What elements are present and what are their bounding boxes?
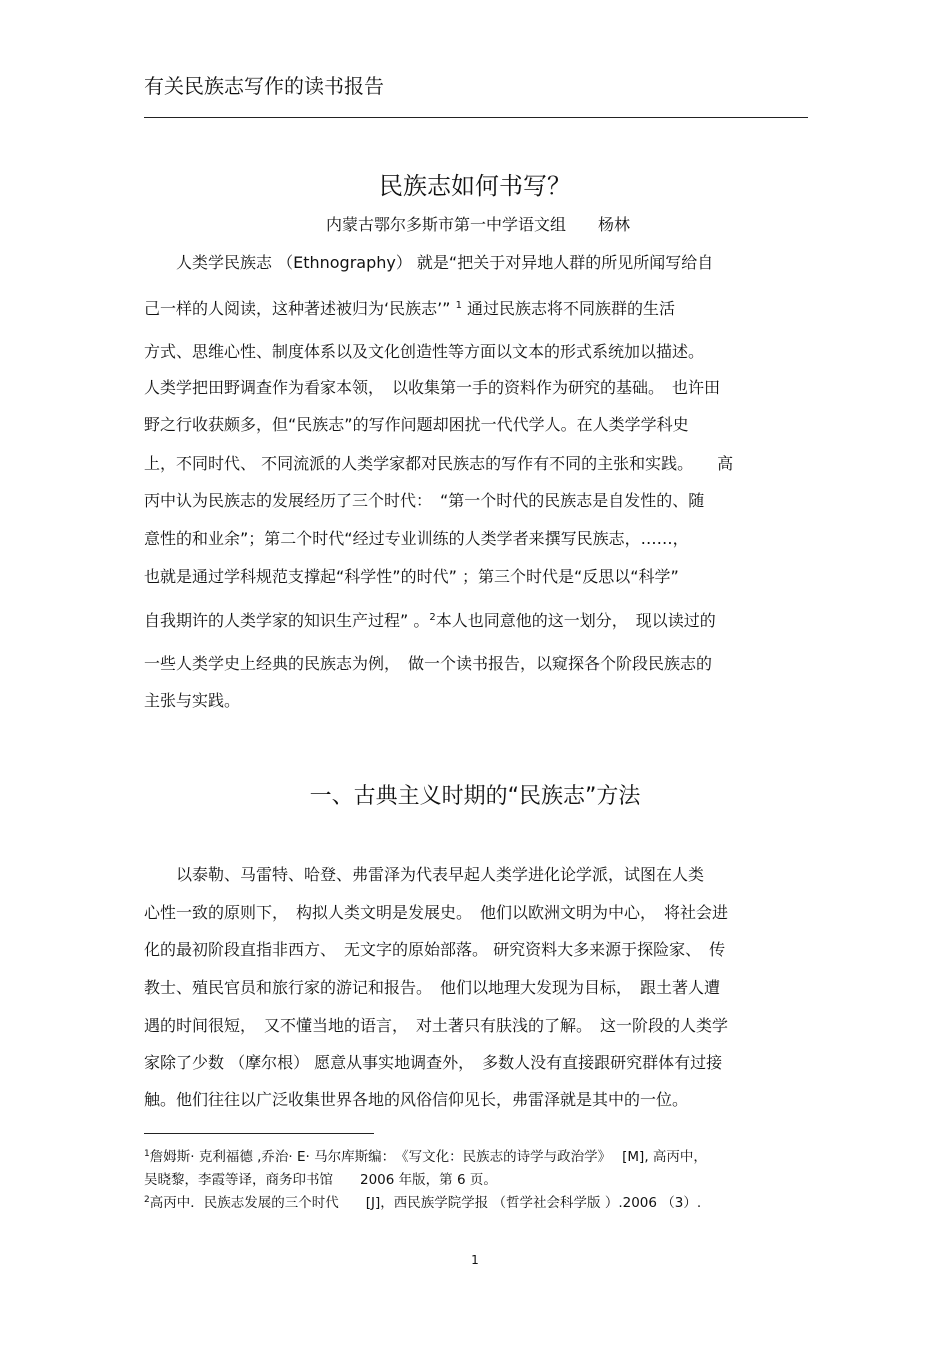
author-line: 内蒙古鄂尔多斯市第一中学语文组 杨林 [326, 215, 631, 234]
footnote-text: 高丙中．民族志发展的三个时代 [J]，西民族学院学报 （哲学社会科学版 ）.2006 （3）. [149, 1195, 702, 1211]
footnote-mark: 2 [144, 1195, 150, 1205]
intro-line [144, 608, 716, 631]
intro-text: 本人也同意他的这一划分， 现以读过的 [435, 611, 716, 630]
section-heading: 一、古典主义时期的“民族志”方法 [309, 784, 641, 809]
intro-text: 己一样的人阅读，这种著述被归为‘民族志’” [144, 299, 456, 318]
intro-line: 意性的和业余”；第二个时代“经过专业训练的人类学者来撰写民族志，……， [144, 529, 689, 548]
section-line: 触。他们往往以广泛收集世界各地的风俗信仰见长，弗雷泽就是其中的一位。 [144, 1090, 689, 1109]
intro-text: 自我期许的人类学家的知识生产过程” 。 [144, 611, 430, 630]
intro-line: 上，不同时代、 不同流派的人类学家都对民族志的写作有不同的主张和实践。 高 [144, 454, 734, 473]
intro-line: 主张与实践。 [144, 691, 241, 710]
footnote-text: 詹姆斯· 克利福德 ,乔治· E· 马尔库斯编： 《写文化：民族志的诗学与政治学》 [M], 高丙中， [149, 1149, 707, 1165]
intro-line: 一些人类学史上经典的民族志为例， 做一个读书报告，以窥探各个阶段民族志的 [144, 654, 713, 673]
section-line: 家除了少数 （摩尔根） 愿意从事实地调查外， 多数人没有直接跟研究群体有过接 [144, 1053, 723, 1072]
section-line: 以泰勒、马雷特、哈登、弗雷泽为代表早起人类学进化论学派，试图在人类 [144, 865, 705, 884]
intro-line: 也就是通过学科规范支撑起“科学性”的时代” ；第三个时代是“反思以“科学” [144, 567, 679, 586]
page-number: 1 [471, 1253, 479, 1267]
footnote-1-cont: 吴晓黎，李霞等译，商务印书馆 2006 年版，第 6 页。 [144, 1172, 497, 1188]
intro-line [144, 296, 675, 319]
intro-line: 方式、思维心性、制度体系以及文化创造性等方面以文本的形式系统加以描述。 [144, 342, 705, 361]
intro-line: 人类学把田野调查作为看家本领， 以收集第一手的资料作为研究的基础。 也许田 [144, 378, 721, 397]
footnote-ref[interactable]: 1 [455, 300, 462, 311]
article-title: 民族志如何书写？ [379, 172, 571, 200]
footnote-mark: 1 [144, 1149, 150, 1159]
section-line: 心性一致的原则下， 构拟人类文明是发展史。 他们以欧洲文明为中心， 将社会进 [144, 903, 729, 922]
header-rule [144, 117, 808, 118]
footnote-1 [144, 1145, 707, 1165]
section-line: 遇的时间很短， 又不懂当地的语言， 对土著只有肤浅的了解。 这一阶段的人类学 [144, 1016, 729, 1035]
intro-text: 通过民族志将不同族群的生活 [461, 299, 676, 318]
footnote-rule [144, 1133, 374, 1134]
intro-line: 丙中认为民族志的发展经历了三个时代： “第一个时代的民族志是自发性的、随 [144, 491, 705, 510]
running-header: 有关民族志写作的读书报告 [144, 74, 384, 98]
section-line: 化的最初阶段直指非西方、 无文字的原始部落。 研究资料大多来源于探险家、 传 [144, 940, 726, 959]
footnote-2 [144, 1191, 701, 1211]
footnote-ref[interactable]: 2 [429, 612, 436, 623]
intro-line: 人类学民族志 （Ethnography） 就是“把关于对异地人群的所见所闻写给自 [144, 253, 714, 272]
section-line: 教士、殖民官员和旅行家的游记和报告。 他们以地理大发现为目标， 跟土著人遭 [144, 978, 721, 997]
intro-line: 野之行收获颇多，但“民族志”的写作问题却困扰一代代学人。在人类学学科史 [144, 415, 689, 434]
